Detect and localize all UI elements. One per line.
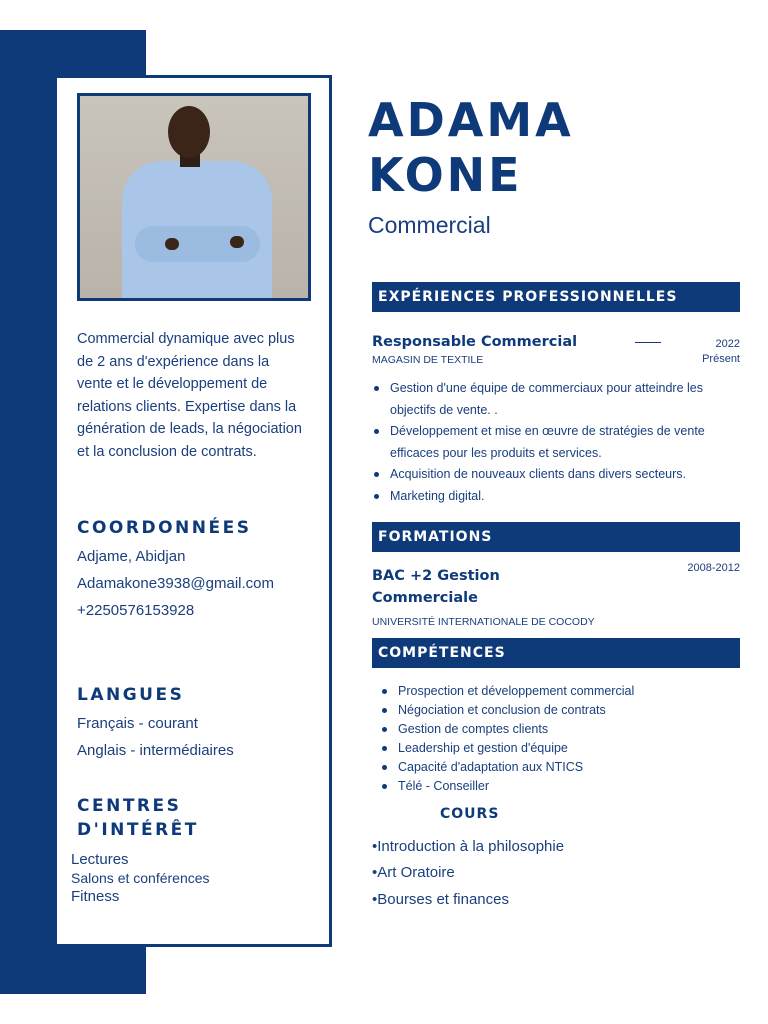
contact-location: Adjame, Abidjan bbox=[77, 548, 186, 565]
courses-heading: COURS bbox=[440, 806, 500, 822]
list-item: Acquisition de nouveaux clients dans divers secteurs. bbox=[372, 464, 740, 486]
list-item: Capacité d'adaptation aux NTICS bbox=[380, 758, 740, 777]
profile-photo bbox=[77, 93, 311, 301]
job-role: Commercial bbox=[368, 212, 491, 238]
interest-item: Salons et conférences bbox=[71, 870, 210, 886]
education-years: 2008-2012 bbox=[687, 562, 740, 574]
job-title: Responsable Commercial bbox=[372, 334, 578, 350]
interest-item: Lectures bbox=[71, 851, 129, 868]
last-name: KONE bbox=[368, 148, 523, 202]
interests-heading-line1: CENTRES bbox=[77, 796, 182, 816]
list-item: Leadership et gestion d'équipe bbox=[380, 739, 740, 758]
skills-list bbox=[380, 682, 740, 796]
course-item: •Art Oratoire bbox=[372, 864, 455, 881]
first-name: ADAMA bbox=[368, 93, 574, 147]
interests-heading-line2: D'INTÉRÊT bbox=[77, 820, 199, 840]
skills-heading: COMPÉTENCES bbox=[372, 638, 740, 668]
experience-heading: EXPÉRIENCES PROFESSIONNELLES bbox=[372, 282, 740, 312]
divider bbox=[635, 342, 661, 343]
list-item: Gestion de comptes clients bbox=[380, 720, 740, 739]
list-item: Prospection et développement commercial bbox=[380, 682, 740, 701]
list-item: Développement et mise en œuvre de stratégies de vente efficaces pour les produits et services. bbox=[372, 421, 740, 464]
list-item: Marketing digital. bbox=[372, 486, 740, 508]
list-item: Négociation et conclusion de contrats bbox=[380, 701, 740, 720]
education-heading: FORMATIONS bbox=[372, 522, 740, 552]
course-item: •Bourses et finances bbox=[372, 891, 509, 908]
languages-heading: LANGUES bbox=[77, 685, 185, 705]
job-start-year: 2022 bbox=[715, 338, 740, 350]
company-name: MAGASIN DE TEXTILE bbox=[372, 354, 484, 366]
course-item: •Introduction à la philosophie bbox=[372, 838, 565, 855]
contact-phone[interactable]: +2250576153928 bbox=[77, 602, 195, 619]
language-item: Anglais - intermédiaires bbox=[77, 742, 234, 759]
degree-title: BAC +2 Gestion Commerciale bbox=[372, 568, 500, 606]
profile-summary: Commercial dynamique avec plus de 2 ans d'expérience dans la vente et le développement de relations clients. Expertise dans la génération de leads, la négociation et la conclusion de contrats. bbox=[77, 331, 302, 460]
contact-heading: COORDONNÉES bbox=[77, 518, 252, 538]
left-panel bbox=[54, 75, 332, 947]
list-item: Télé - Conseiller bbox=[380, 777, 740, 796]
list-item: Gestion d'une équipe de commerciaux pour atteindre les objectifs de vente. . bbox=[372, 378, 740, 421]
contact-email[interactable]: Adamakone3938@gmail.com bbox=[77, 575, 274, 592]
interest-item: Fitness bbox=[71, 888, 120, 905]
language-item: Français - courant bbox=[77, 715, 198, 732]
school-name: UNIVERSITÉ INTERNATIONALE DE COCODY bbox=[372, 616, 595, 628]
job-end: Présent bbox=[702, 353, 740, 365]
job-bullets bbox=[372, 378, 740, 507]
